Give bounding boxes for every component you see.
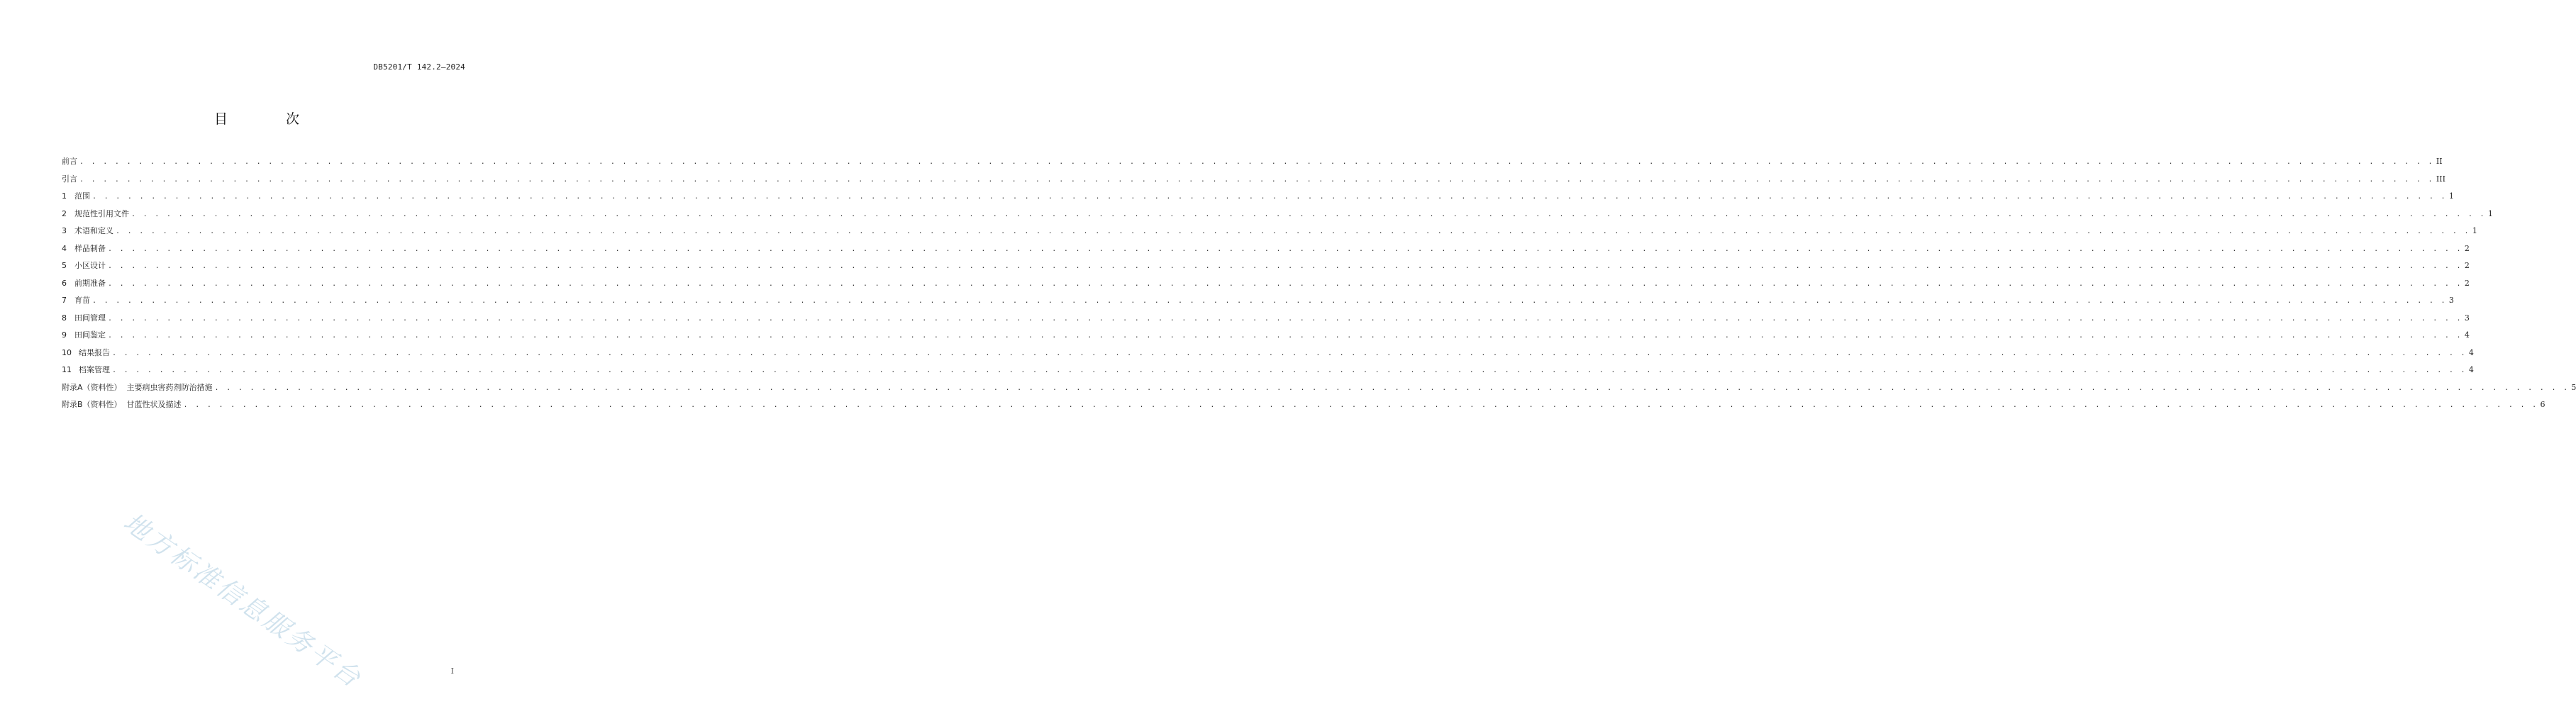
toc-entry-label: 样品制备 — [74, 243, 106, 253]
toc-entry-number: 2 — [62, 208, 67, 218]
toc-leader-dots: . . . . . . . . . . . . . . . . . . . . . . . . . . . . . . . . . . . . . . . . . . . . . . . . . . . . . . . . . . . . . . . . . . . . . . . . . . . . . . . . . . . . . . . . . . . . . . . . . . . . . . . . . . . . . . . . . . . . . . . . . . . . . . . . . . . . . . . . . . . . . . . . . . . . . . . . . . . . . . . . . . . . . . . . . . . . . . . . . . . . . . . . . . . . . . . . . . . . . . . . — [108, 314, 2463, 323]
toc-entry-number: 11 — [62, 365, 72, 374]
toc-title: 目 次 — [213, 111, 327, 127]
toc-entry-page: 4 — [2468, 347, 2474, 357]
toc-entry-page: 4 — [2464, 330, 2470, 340]
toc-entry[interactable] — [62, 292, 2454, 310]
toc-entry-page: 1 — [2487, 208, 2493, 218]
toc-leader-dots: . . . . . . . . . . . . . . . . . . . . . . . . . . . . . . . . . . . . . . . . . . . . . . . . . . . . . . . . . . . . . . . . . . . . . . . . . . . . . . . . . . . . . . . . . . . . . . . . . . . . . . . . . . . . . . . . . . . . . . . . . . . . . . . . . . . . . . . . . . . . . . . . . . . . . . . . . . . . . . . . . . . . . . . . . . . . . . . . . . . . . . . . . . . . . . . . . . . . . . . . — [79, 175, 2434, 184]
toc-entry-page: 4 — [2468, 365, 2474, 374]
toc-entry-page: 1 — [2472, 226, 2477, 235]
toc-entry[interactable] — [62, 396, 2546, 414]
toc-leader-dots: . . . . . . . . . . . . . . . . . . . . . . . . . . . . . . . . . . . . . . . . . . . . . . . . . . . . . . . . . . . . . . . . . . . . . . . . . . . . . . . . . . . . . . . . . . . . . . . . . . . . . . . . . . . . . . . . . . . . . . . . . . . . . . . . . . . . . . . . . . . . . . . . . . . . . . . . . . . . . . . . . . . . . . . . . . . . . . . . . . . . . . . . . . . . . . . . . . . . . . . . — [108, 262, 2463, 270]
toc-leader-dots: . . . . . . . . . . . . . . . . . . . . . . . . . . . . . . . . . . . . . . . . . . . . . . . . . . . . . . . . . . . . . . . . . . . . . . . . . . . . . . . . . . . . . . . . . . . . . . . . . . . . . . . . . . . . . . . . . . . . . . . . . . . . . . . . . . . . . . . . . . . . . . . . . . . . . . . . . . . . . . . . . . . . . . . . . . . . . . . . . . . . . . . . . . . . . . . . . . . . . . . . — [112, 349, 2467, 357]
toc-entry-number: 1 — [62, 191, 67, 201]
toc-entry-page: III — [2436, 174, 2445, 184]
watermark: 地方标准信息服务平台 — [118, 508, 367, 695]
toc-entry-number: 5 — [62, 261, 67, 270]
toc-entry-page: 2 — [2464, 243, 2470, 253]
toc-leader-dots: . . . . . . . . . . . . . . . . . . . . . . . . . . . . . . . . . . . . . . . . . . . . . . . . . . . . . . . . . . . . . . . . . . . . . . . . . . . . . . . . . . . . . . . . . . . . . . . . . . . . . . . . . . . . . . . . . . . . . . . . . . . . . . . . . . . . . . . . . . . . . . . . . . . . . . . . . . . . . . . . . . . . . . . . . . . . . . . . . . . . . . . . . . . . . . . . . . . . . . . . — [92, 193, 2447, 201]
toc-entry-label: 附录B（资料性） 甘蓝性状及描述 — [62, 400, 182, 409]
toc-entry-page: 6 — [2540, 400, 2546, 409]
toc-leader-dots: . . . . . . . . . . . . . . . . . . . . . . . . . . . . . . . . . . . . . . . . . . . . . . . . . . . . . . . . . . . . . . . . . . . . . . . . . . . . . . . . . . . . . . . . . . . . . . . . . . . . . . . . . . . . . . . . . . . . . . . . . . . . . . . . . . . . . . . . . . . . . . . . . . . . . . . . . . . . . . . . . . . . . . . . . . . . . . . . . . . . . . . . . . . . . . . . . . . . . . . . — [108, 245, 2463, 253]
toc-leader-dots: . . . . . . . . . . . . . . . . . . . . . . . . . . . . . . . . . . . . . . . . . . . . . . . . . . . . . . . . . . . . . . . . . . . . . . . . . . . . . . . . . . . . . . . . . . . . . . . . . . . . . . . . . . . . . . . . . . . . . . . . . . . . . . . . . . . . . . . . . . . . . . . . . . . . . . . . . . . . . . . . . . . . . . . . . . . . . . . . . . . . . . . . . . . . . . . . . . . . . . . . — [108, 279, 2463, 288]
toc-entry-page: II — [2436, 157, 2443, 166]
toc-leader-dots: . . . . . . . . . . . . . . . . . . . . . . . . . . . . . . . . . . . . . . . . . . . . . . . . . . . . . . . . . . . . . . . . . . . . . . . . . . . . . . . . . . . . . . . . . . . . . . . . . . . . . . . . . . . . . . . . . . . . . . . . . . . . . . . . . . . . . . . . . . . . . . . . . . . . . . . . . . . . . . . . . . . . . . . . . . . . . . . . . . . . . . . . . . . . . . . . . . . . . . . . — [108, 332, 2463, 340]
toc-entry-number: 9 — [62, 330, 67, 340]
toc-entry-page: 2 — [2464, 278, 2470, 288]
toc-entry[interactable] — [62, 206, 2493, 223]
toc-entry-number: 3 — [62, 226, 67, 235]
toc-entry[interactable] — [62, 310, 2470, 328]
toc-entry[interactable] — [62, 240, 2470, 258]
toc-leader-dots: . . . . . . . . . . . . . . . . . . . . . . . . . . . . . . . . . . . . . . . . . . . . . . . . . . . . . . . . . . . . . . . . . . . . . . . . . . . . . . . . . . . . . . . . . . . . . . . . . . . . . . . . . . . . . . . . . . . . . . . . . . . . . . . . . . . . . . . . . . . . . . . . . . . . . . . . . . . . . . . . . . . . . . . . . . . . . . . . . . . . . . . . . . . . . . . . . . . . . . . . — [183, 401, 2538, 409]
toc-entry-label: 田间鉴定 — [74, 330, 106, 340]
toc-entry-label: 引言 — [62, 174, 77, 184]
toc-entry[interactable] — [62, 153, 2443, 171]
toc-entry-page: 3 — [2448, 296, 2454, 305]
toc-entry-label: 附录A（资料性） 主要病虫害药剂防治措施 — [62, 382, 213, 392]
table-of-contents — [62, 153, 2576, 414]
toc-entry-label: 范围 — [74, 191, 90, 201]
toc-entry[interactable] — [62, 171, 2445, 189]
toc-entry-label: 田间管理 — [74, 313, 106, 323]
toc-entry[interactable] — [62, 257, 2470, 275]
toc-leader-dots: . . . . . . . . . . . . . . . . . . . . . . . . . . . . . . . . . . . . . . . . . . . . . . . . . . . . . . . . . . . . . . . . . . . . . . . . . . . . . . . . . . . . . . . . . . . . . . . . . . . . . . . . . . . . . . . . . . . . . . . . . . . . . . . . . . . . . . . . . . . . . . . . . . . . . . . . . . . . . . . . . . . . . . . . . . . . . . . . . . . . . . . . . . . . . . . . . . . . . . . . — [92, 297, 2447, 305]
toc-entry-number: 8 — [62, 313, 67, 323]
toc-entry-page: 1 — [2448, 191, 2454, 201]
toc-entry-label: 育苗 — [74, 296, 90, 305]
toc-entry-number: 4 — [62, 243, 67, 253]
toc-entry[interactable] — [62, 275, 2470, 293]
toc-entry[interactable] — [62, 223, 2477, 240]
toc-entry[interactable] — [62, 379, 2576, 397]
toc-entry-page: 5 — [2571, 382, 2576, 392]
toc-entry[interactable] — [62, 345, 2474, 362]
toc-entry-number: 7 — [62, 296, 67, 305]
toc-entry[interactable] — [62, 362, 2474, 379]
toc-entry[interactable] — [62, 327, 2470, 345]
toc-entry-number: 10 — [62, 347, 72, 357]
page-number: I — [450, 666, 454, 676]
toc-entry-label: 小区设计 — [74, 261, 106, 270]
toc-leader-dots: . . . . . . . . . . . . . . . . . . . . . . . . . . . . . . . . . . . . . . . . . . . . . . . . . . . . . . . . . . . . . . . . . . . . . . . . . . . . . . . . . . . . . . . . . . . . . . . . . . . . . . . . . . . . . . . . . . . . . . . . . . . . . . . . . . . . . . . . . . . . . . . . . . . . . . . . . . . . . . . . . . . . . . . . . . . . . . . . . . . . . . . . . . . . . . . . . . . . . . . . — [79, 158, 2434, 166]
standard-code: DB5201/T 142.2—2024 — [373, 62, 465, 72]
toc-leader-dots: . . . . . . . . . . . . . . . . . . . . . . . . . . . . . . . . . . . . . . . . . . . . . . . . . . . . . . . . . . . . . . . . . . . . . . . . . . . . . . . . . . . . . . . . . . . . . . . . . . . . . . . . . . . . . . . . . . . . . . . . . . . . . . . . . . . . . . . . . . . . . . . . . . . . . . . . . . . . . . . . . . . . . . . . . . . . . . . . . . . . . . . . . . . . . . . . . . . . . . . . — [214, 384, 2570, 392]
toc-entry-label: 档案管理 — [79, 365, 110, 374]
toc-entry-label: 前言 — [62, 157, 77, 166]
toc-entry-page: 3 — [2464, 313, 2470, 323]
toc-entry-label: 前期准备 — [74, 278, 106, 288]
toc-entry-label: 规范性引用文件 — [74, 208, 129, 218]
toc-leader-dots: . . . . . . . . . . . . . . . . . . . . . . . . . . . . . . . . . . . . . . . . . . . . . . . . . . . . . . . . . . . . . . . . . . . . . . . . . . . . . . . . . . . . . . . . . . . . . . . . . . . . . . . . . . . . . . . . . . . . . . . . . . . . . . . . . . . . . . . . . . . . . . . . . . . . . . . . . . . . . . . . . . . . . . . . . . . . . . . . . . . . . . . . . . . . . . . . . . . . . . . . — [131, 210, 2486, 218]
toc-leader-dots: . . . . . . . . . . . . . . . . . . . . . . . . . . . . . . . . . . . . . . . . . . . . . . . . . . . . . . . . . . . . . . . . . . . . . . . . . . . . . . . . . . . . . . . . . . . . . . . . . . . . . . . . . . . . . . . . . . . . . . . . . . . . . . . . . . . . . . . . . . . . . . . . . . . . . . . . . . . . . . . . . . . . . . . . . . . . . . . . . . . . . . . . . . . . . . . . . . . . . . . . — [116, 228, 2470, 235]
toc-entry-label: 结果报告 — [79, 347, 110, 357]
toc-entry-number: 6 — [62, 278, 67, 288]
toc-entry-page: 2 — [2464, 261, 2470, 270]
toc-entry-label: 术语和定义 — [74, 226, 113, 235]
toc-leader-dots: . . . . . . . . . . . . . . . . . . . . . . . . . . . . . . . . . . . . . . . . . . . . . . . . . . . . . . . . . . . . . . . . . . . . . . . . . . . . . . . . . . . . . . . . . . . . . . . . . . . . . . . . . . . . . . . . . . . . . . . . . . . . . . . . . . . . . . . . . . . . . . . . . . . . . . . . . . . . . . . . . . . . . . . . . . . . . . . . . . . . . . . . . . . . . . . . . . . . . . . . — [112, 367, 2467, 374]
toc-entry[interactable] — [62, 188, 2454, 206]
